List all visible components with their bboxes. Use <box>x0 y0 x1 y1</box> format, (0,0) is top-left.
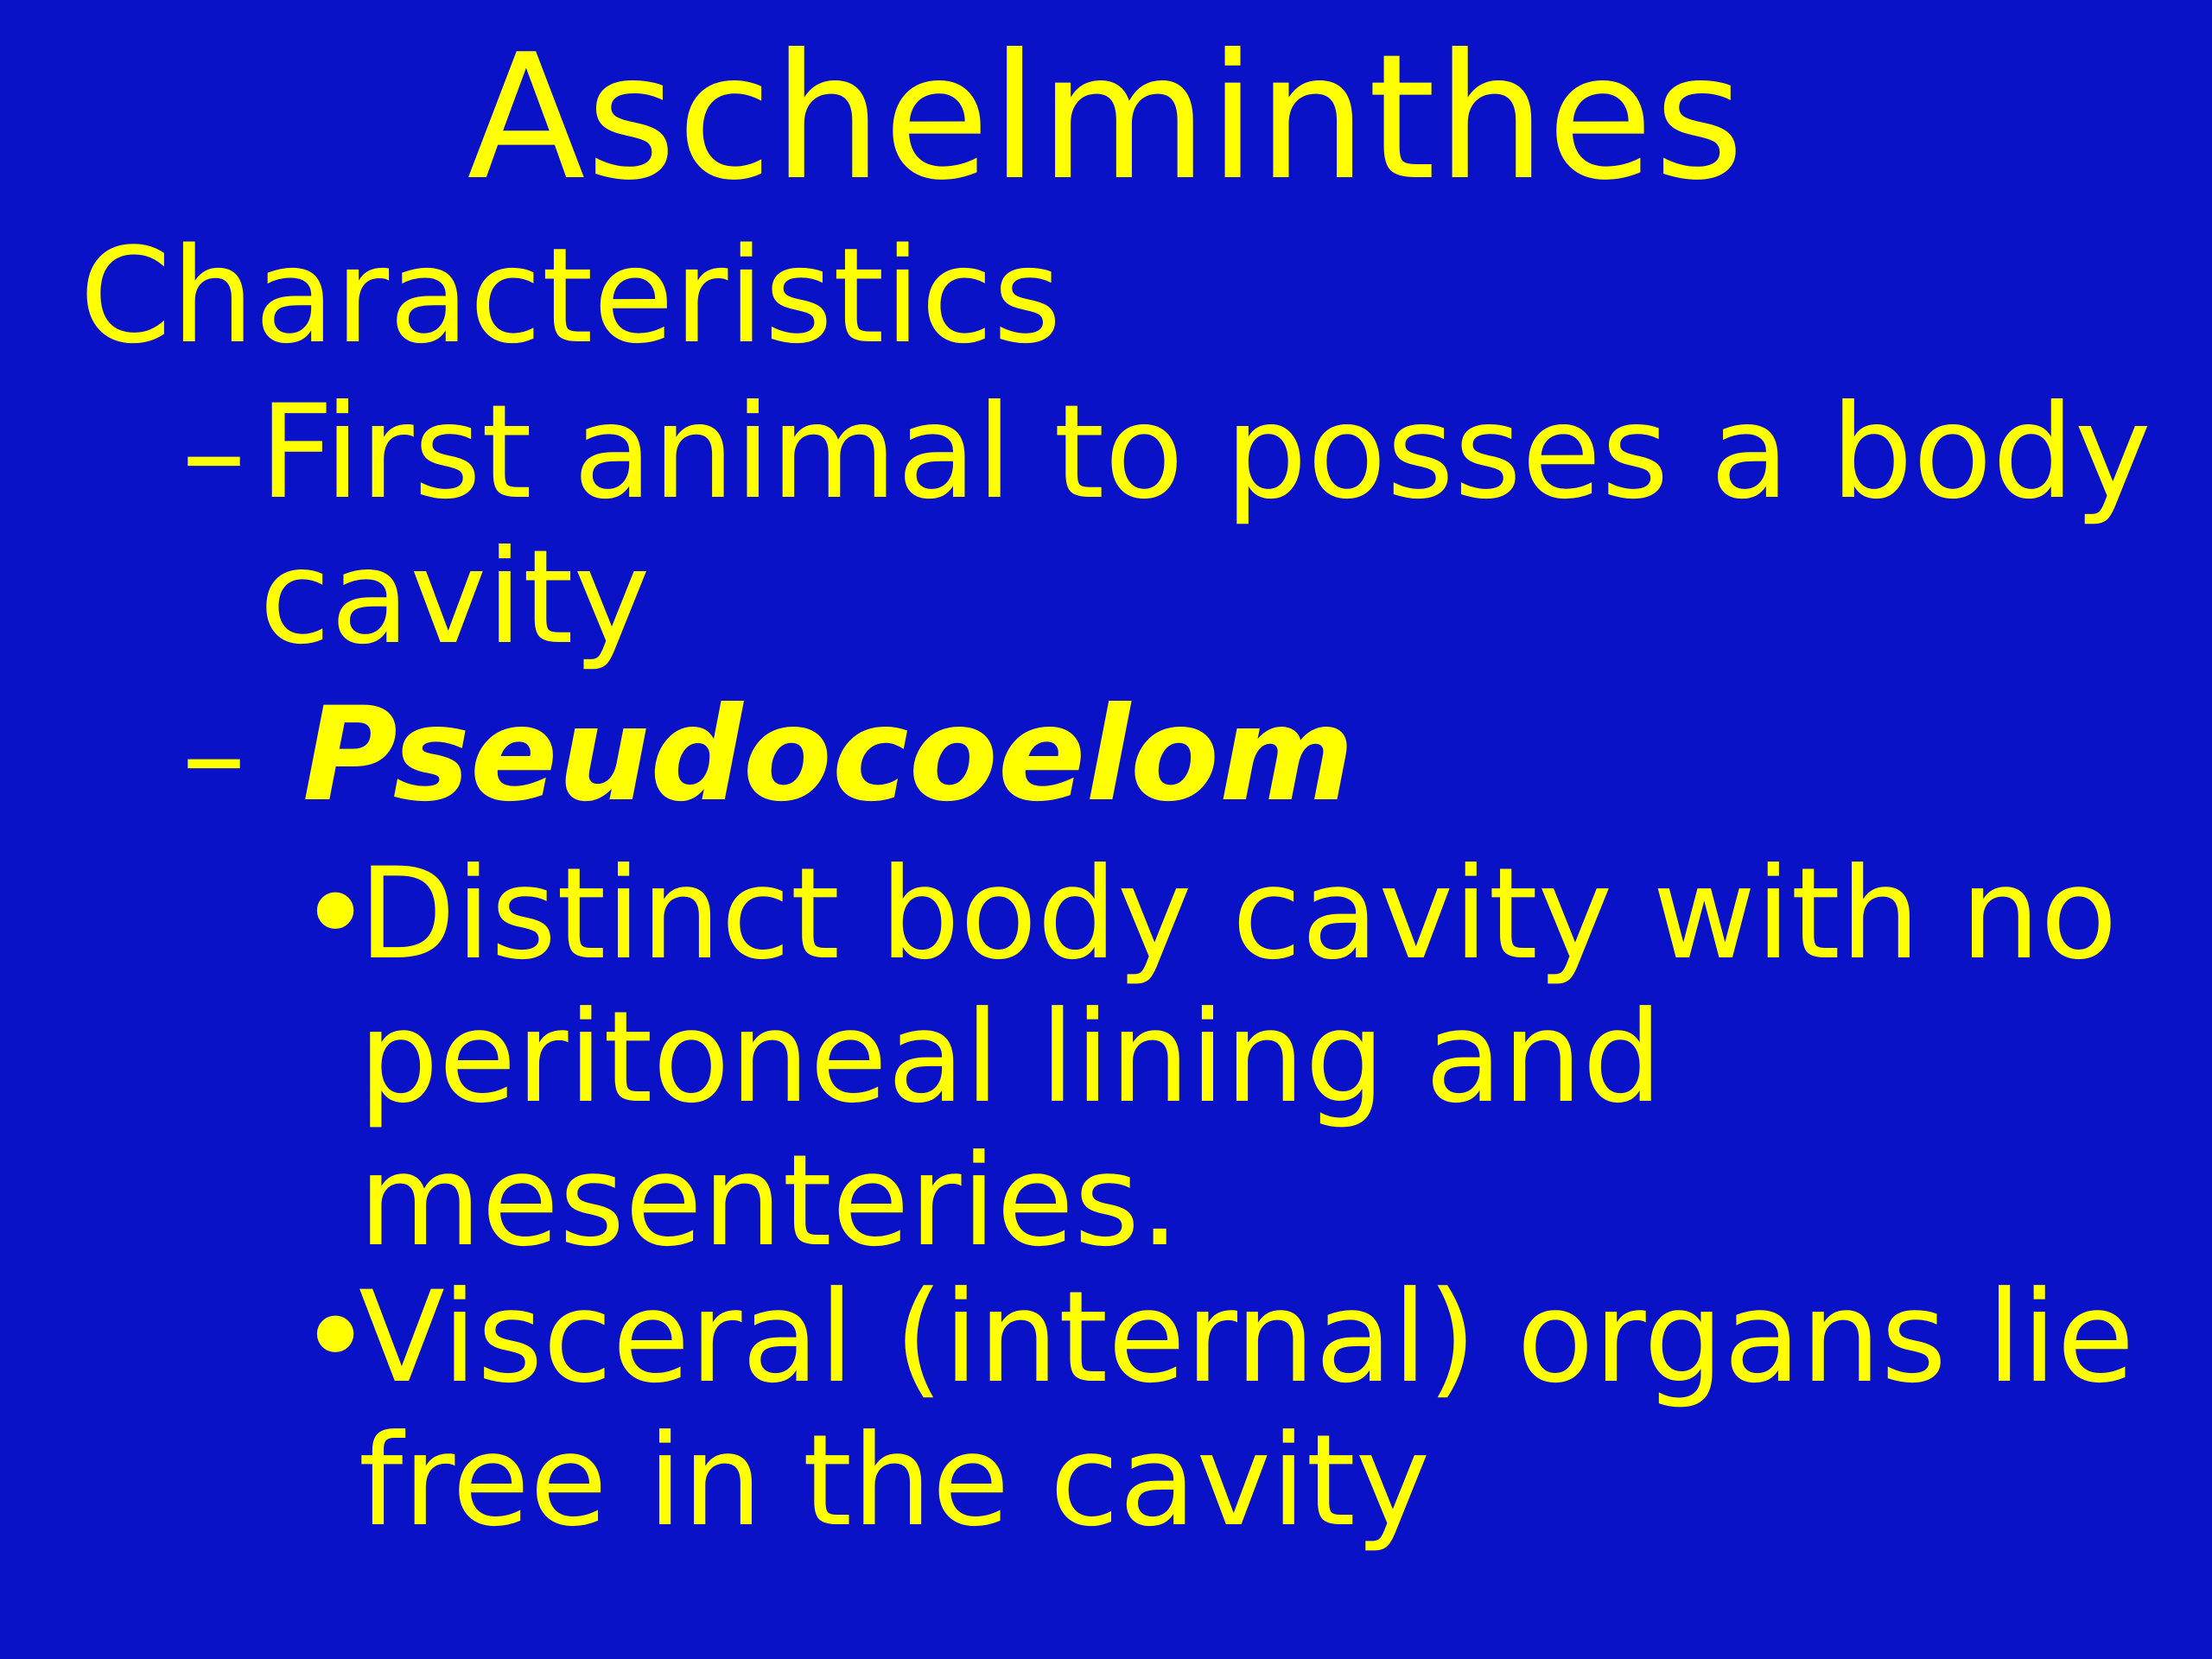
bullet-line: free in the cavity <box>359 1408 1431 1554</box>
dash-item-line: First animal to posses a body <box>259 378 2152 528</box>
dash-marker: – <box>181 680 246 830</box>
characteristics-heading: Characteristics <box>79 219 1062 372</box>
dash-item-line: cavity <box>259 523 651 673</box>
bullet-marker: • <box>298 841 373 988</box>
bullet-text <box>359 842 2118 1273</box>
dash-item-text <box>259 380 2152 671</box>
pseudocoelom-term: Pseudocoelom <box>302 680 1355 830</box>
bullet-line: mesenteries. <box>359 1128 1180 1274</box>
slide-title: Aschelminthes <box>467 17 1745 219</box>
bullet-marker: • <box>298 1264 373 1411</box>
bullet-text <box>359 1266 2134 1553</box>
bullet-line: Visceral (internal) organs lie <box>359 1264 2135 1411</box>
dash-marker: – <box>181 378 246 528</box>
bullet-line: Distinct body cavity with no <box>359 841 2118 988</box>
bullet-line: peritoneal lining and <box>359 984 1662 1131</box>
